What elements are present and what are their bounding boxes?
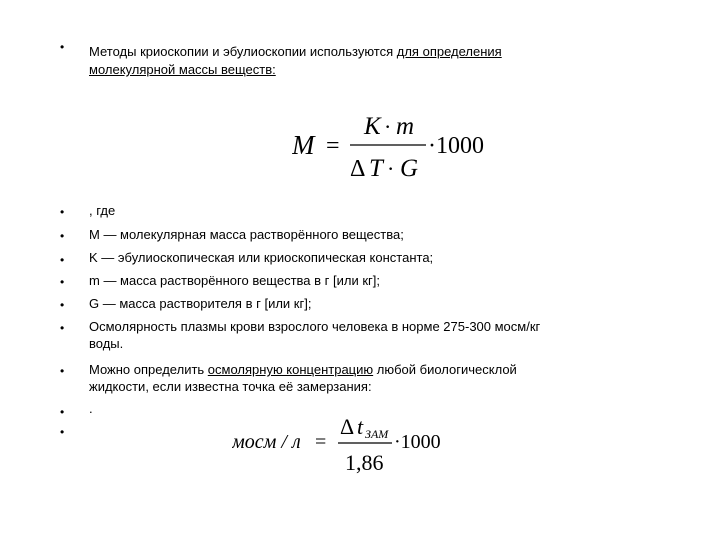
list-item-line-2: воды. [89, 336, 124, 351]
formula-den-t: T [369, 155, 383, 182]
formula-num-dot: · [384, 114, 392, 139]
intro-line-2: молекулярной массы веществ: [89, 62, 276, 77]
formula2-num-t: t [357, 414, 364, 439]
formula2-num-delta: Δ [340, 414, 355, 439]
bullet-marker: • [60, 275, 65, 289]
formula2-lhs: мосм / л [232, 431, 301, 453]
molar-mass-formula-svg [292, 112, 502, 184]
bullet-marker: • [60, 405, 65, 419]
list-item: m — масса растворённого вещества в г [или кг]; [89, 273, 380, 288]
formula-eq: = [326, 133, 340, 159]
bullet-marker: • [60, 364, 65, 378]
list-item: M — молекулярная масса растворённого вещества; [89, 227, 404, 242]
list-item: , где [89, 203, 116, 218]
list-item-line-2: жидкости, если известна точка её замерзания: [89, 379, 372, 394]
bullet-marker: • [60, 298, 65, 312]
formula2-multiplier: ·1000 [394, 431, 441, 453]
formula2-den: 1,86 [345, 450, 384, 475]
formula-den-g: G [400, 155, 419, 182]
osmolarity-formula [232, 410, 462, 476]
bullet-marker: • [60, 425, 65, 439]
formula-num-k: K [364, 113, 381, 140]
bullet-marker: • [60, 40, 65, 54]
formula2-num-sub: ЗАМ [365, 427, 389, 441]
list-item: K — эбулиоскопическая или криоскопическая константа; [89, 250, 434, 265]
molar-mass-formula [292, 112, 502, 182]
bullet-marker: • [60, 205, 65, 219]
formula-num-m: m [396, 113, 415, 140]
bullet-marker: • [60, 253, 65, 267]
formula-den-dot: · [387, 156, 395, 181]
osmolarity-formula-svg [232, 410, 462, 478]
list-item: G — масса растворителя в г [или кг]; [89, 296, 312, 311]
list-item: . [89, 401, 93, 416]
formula-multiplier: ·1000 [428, 133, 484, 159]
formula-den-delta: Δ [350, 156, 366, 182]
bullet-marker: • [60, 321, 65, 335]
intro-line-1: Методы криоскопии и эбулиоскопии используются для определения [89, 44, 502, 59]
list-item-line-1: Можно определить осмолярную концентрацию любой биологическлой [89, 362, 517, 377]
bullet-marker: • [60, 229, 65, 243]
formula-lhs: M [292, 130, 315, 160]
list-item-line-1: Осмолярность плазмы крови взрослого человека в норме 275-300 мосм/кг [89, 319, 541, 334]
formula2-eq: = [315, 431, 327, 453]
